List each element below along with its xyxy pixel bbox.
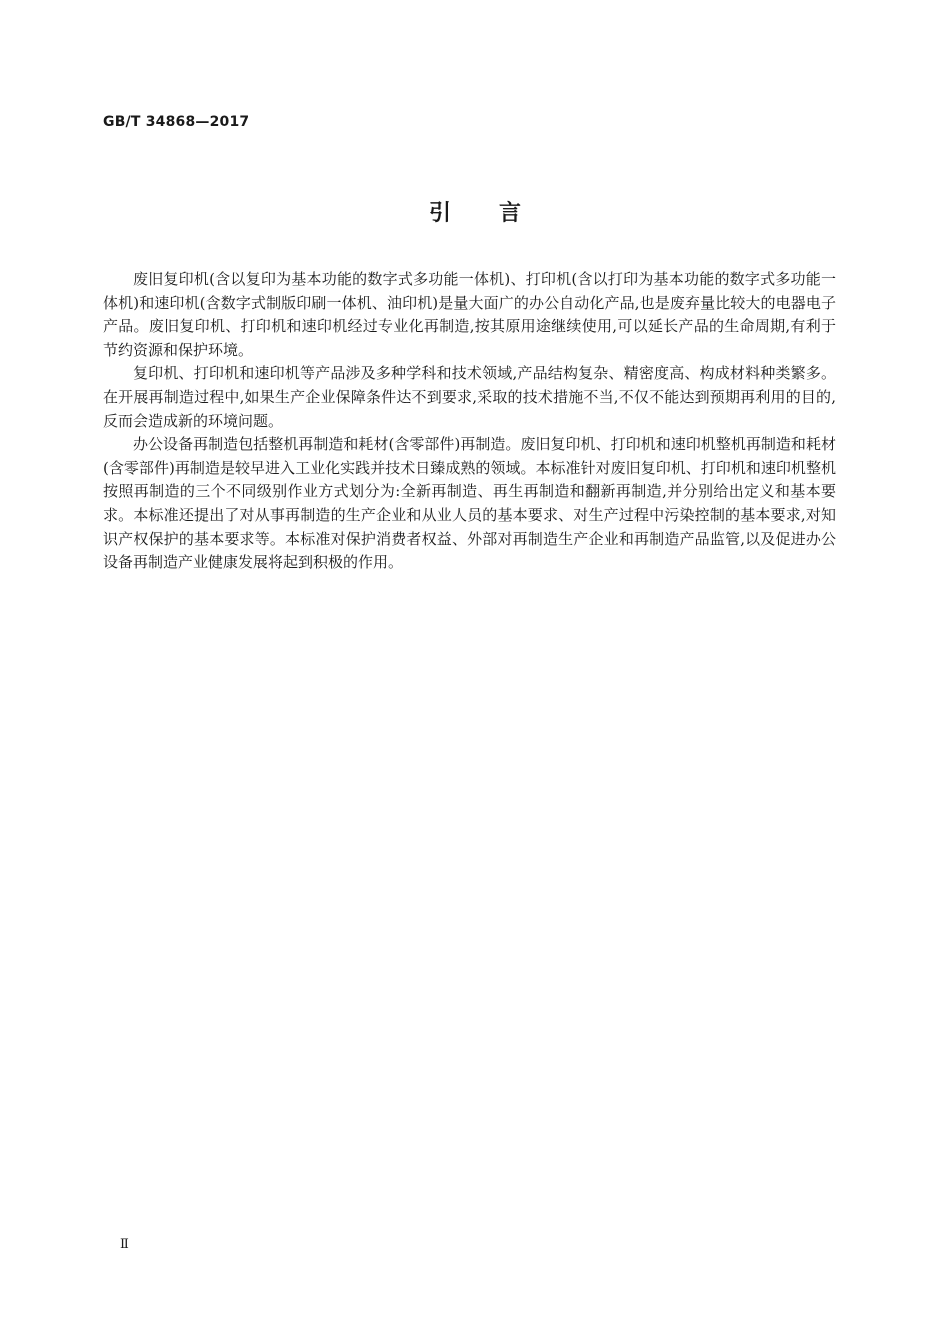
title-char-2: 言 xyxy=(499,201,522,226)
introduction-body xyxy=(103,268,836,575)
standard-code: GB/T 34868—2017 xyxy=(103,114,250,130)
page-title xyxy=(0,196,950,227)
title-char-1: 引 xyxy=(428,201,451,226)
paragraph-2: 复印机、打印机和速印机等产品涉及多种学科和技术领域,产品结构复杂、精密度高、构成材料种类繁多。在开展再制造过程中,如果生产企业保障条件达不到要求,采取的技术措施不当,不仅不能达到预期再利用的目的,反而会造成新的环境问题。 xyxy=(103,364,836,430)
paragraph-1: 废旧复印机(含以复印为基本功能的数字式多功能一体机)、打印机(含以打印为基本功能的数字式多功能一体机)和速印机(含数字式制版印刷一体机、油印机)是量大面广的办公自动化产品,也是废弃量比较大的电器电子产品。废旧复印机、打印机和速印机经过专业化再制造,按其原用途继续使用,可以延长产品的生命周期,有利于节约资源和保护环境。 xyxy=(103,270,836,359)
page-number: Ⅱ xyxy=(120,1237,129,1252)
paragraph-3: 办公设备再制造包括整机再制造和耗材(含零部件)再制造。废旧复印机、打印机和速印机整机再制造和耗材(含零部件)再制造是较早进入工业化实践并技术日臻成熟的领域。本标准针对废旧复印机、打印机和速印机整机按照再制造的三个不同级别作业方式划分为:全新再制造、再生再制造和翻新再制造,并分别给出定义和基本要求。本标准还提出了对从事再制造的生产企业和从业人员的基本要求、对生产过程中污染控制的基本要求,对知识产权保护的基本要求等。本标准对保护消费者权益、外部对再制造生产企业和再制造产品监管,以及促进办公设备再制造产业健康发展将起到积极的作用。 xyxy=(103,435,836,572)
